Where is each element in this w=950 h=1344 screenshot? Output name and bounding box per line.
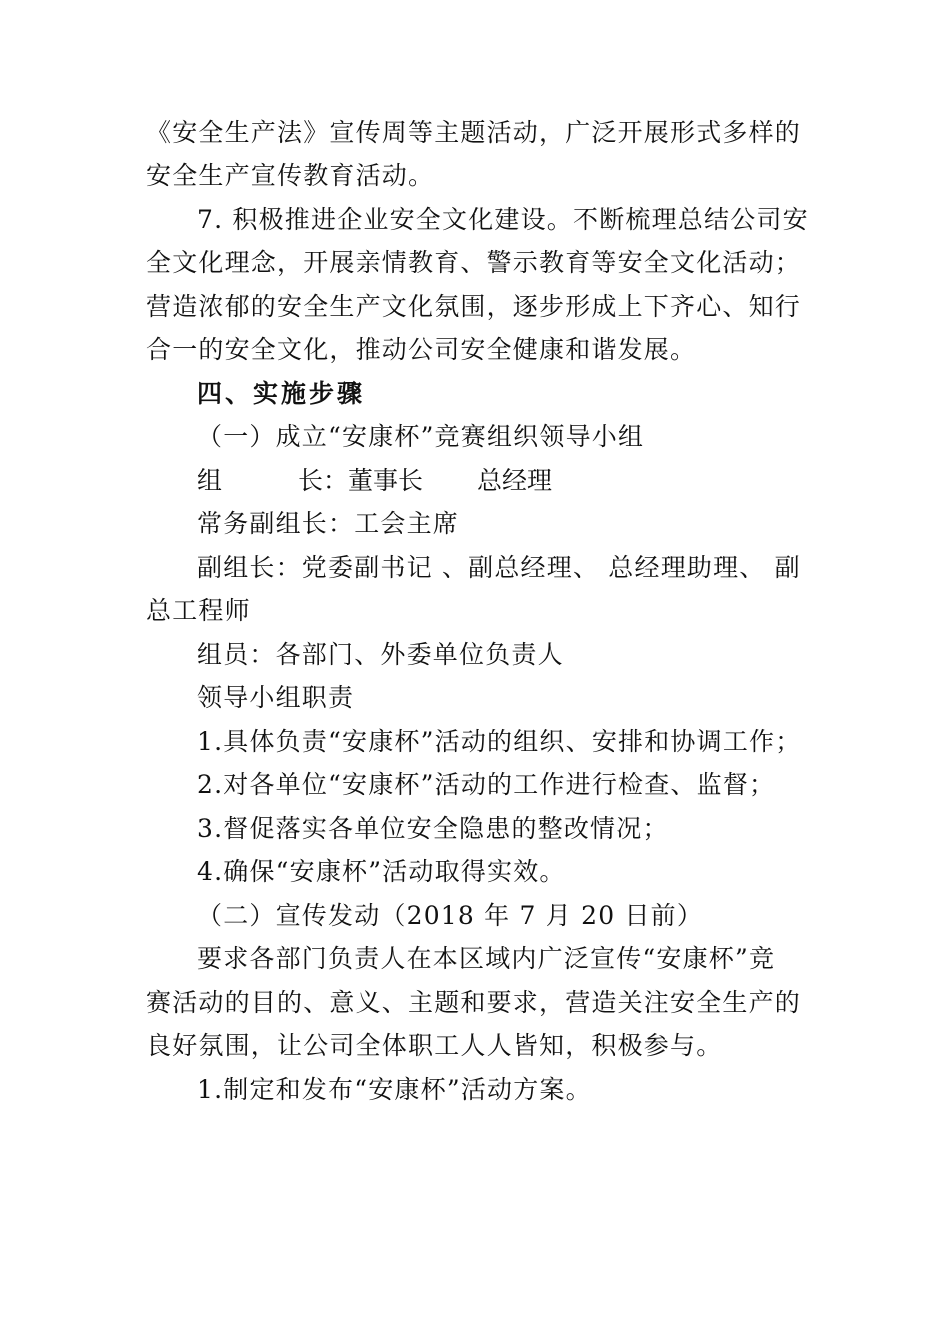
paragraph-line: 7. 积极推进企业安全文化建设。不断梳理总结公司安 [197, 205, 809, 234]
section-heading: 四、实施步骤 [197, 379, 366, 408]
leader-label: 长：董事长 [298, 466, 424, 495]
list-item: 2.对各单位“安康杯”活动的工作进行检查、监督； [197, 770, 776, 799]
subsection-heading: （一）成立“安康杯”竞赛组织领导小组 [197, 422, 645, 451]
paragraph-line: 《安全生产法》宣传周等主题活动，广泛开展形式多样的 [146, 118, 802, 147]
list-item: 4.确保“安康杯”活动取得实效。 [197, 857, 566, 886]
subsection-heading: （二）宣传发动（2018 年 7 月 20 日前） [197, 901, 704, 930]
list-item: 1.具体负责“安康杯”活动的组织、安排和协调工作； [197, 727, 802, 756]
deputy-line-cont: 总工程师 [146, 596, 251, 625]
duties-heading: 领导小组职责 [197, 683, 355, 712]
exec-deputy-line: 常务副组长：工会主席 [197, 509, 460, 538]
deputy-line: 副组长：党委副书记 、副总经理、 总经理助理、 副 [197, 553, 801, 582]
paragraph-line: 赛活动的目的、意义、主题和要求，营造关注安全生产的 [146, 988, 802, 1017]
paragraph-line: 营造浓郁的安全生产文化氛围，逐步形成上下齐心、知行 [146, 292, 802, 321]
leader-label-char: 组 [197, 466, 223, 495]
paragraph-line: 安全生产宣传教育活动。 [146, 161, 435, 190]
leader-value: 总经理 [477, 466, 553, 495]
paragraph-line: 全文化理念，开展亲情教育、警示教育等安全文化活动； [146, 248, 802, 277]
paragraph-line: 合一的安全文化，推动公司安全健康和谐发展。 [146, 335, 697, 364]
paragraph-line: 要求各部门负责人在本区域内广泛宣传“安康杯”竞 [197, 944, 776, 973]
list-item: 3.督促落实各单位安全隐患的整改情况； [197, 814, 669, 843]
paragraph-line: 良好氛围，让公司全体职工人人皆知，积极参与。 [146, 1031, 723, 1060]
list-item: 1.制定和发布“安康杯”活动方案。 [197, 1075, 592, 1104]
members-line: 组员：各部门、外委单位负责人 [197, 640, 564, 669]
